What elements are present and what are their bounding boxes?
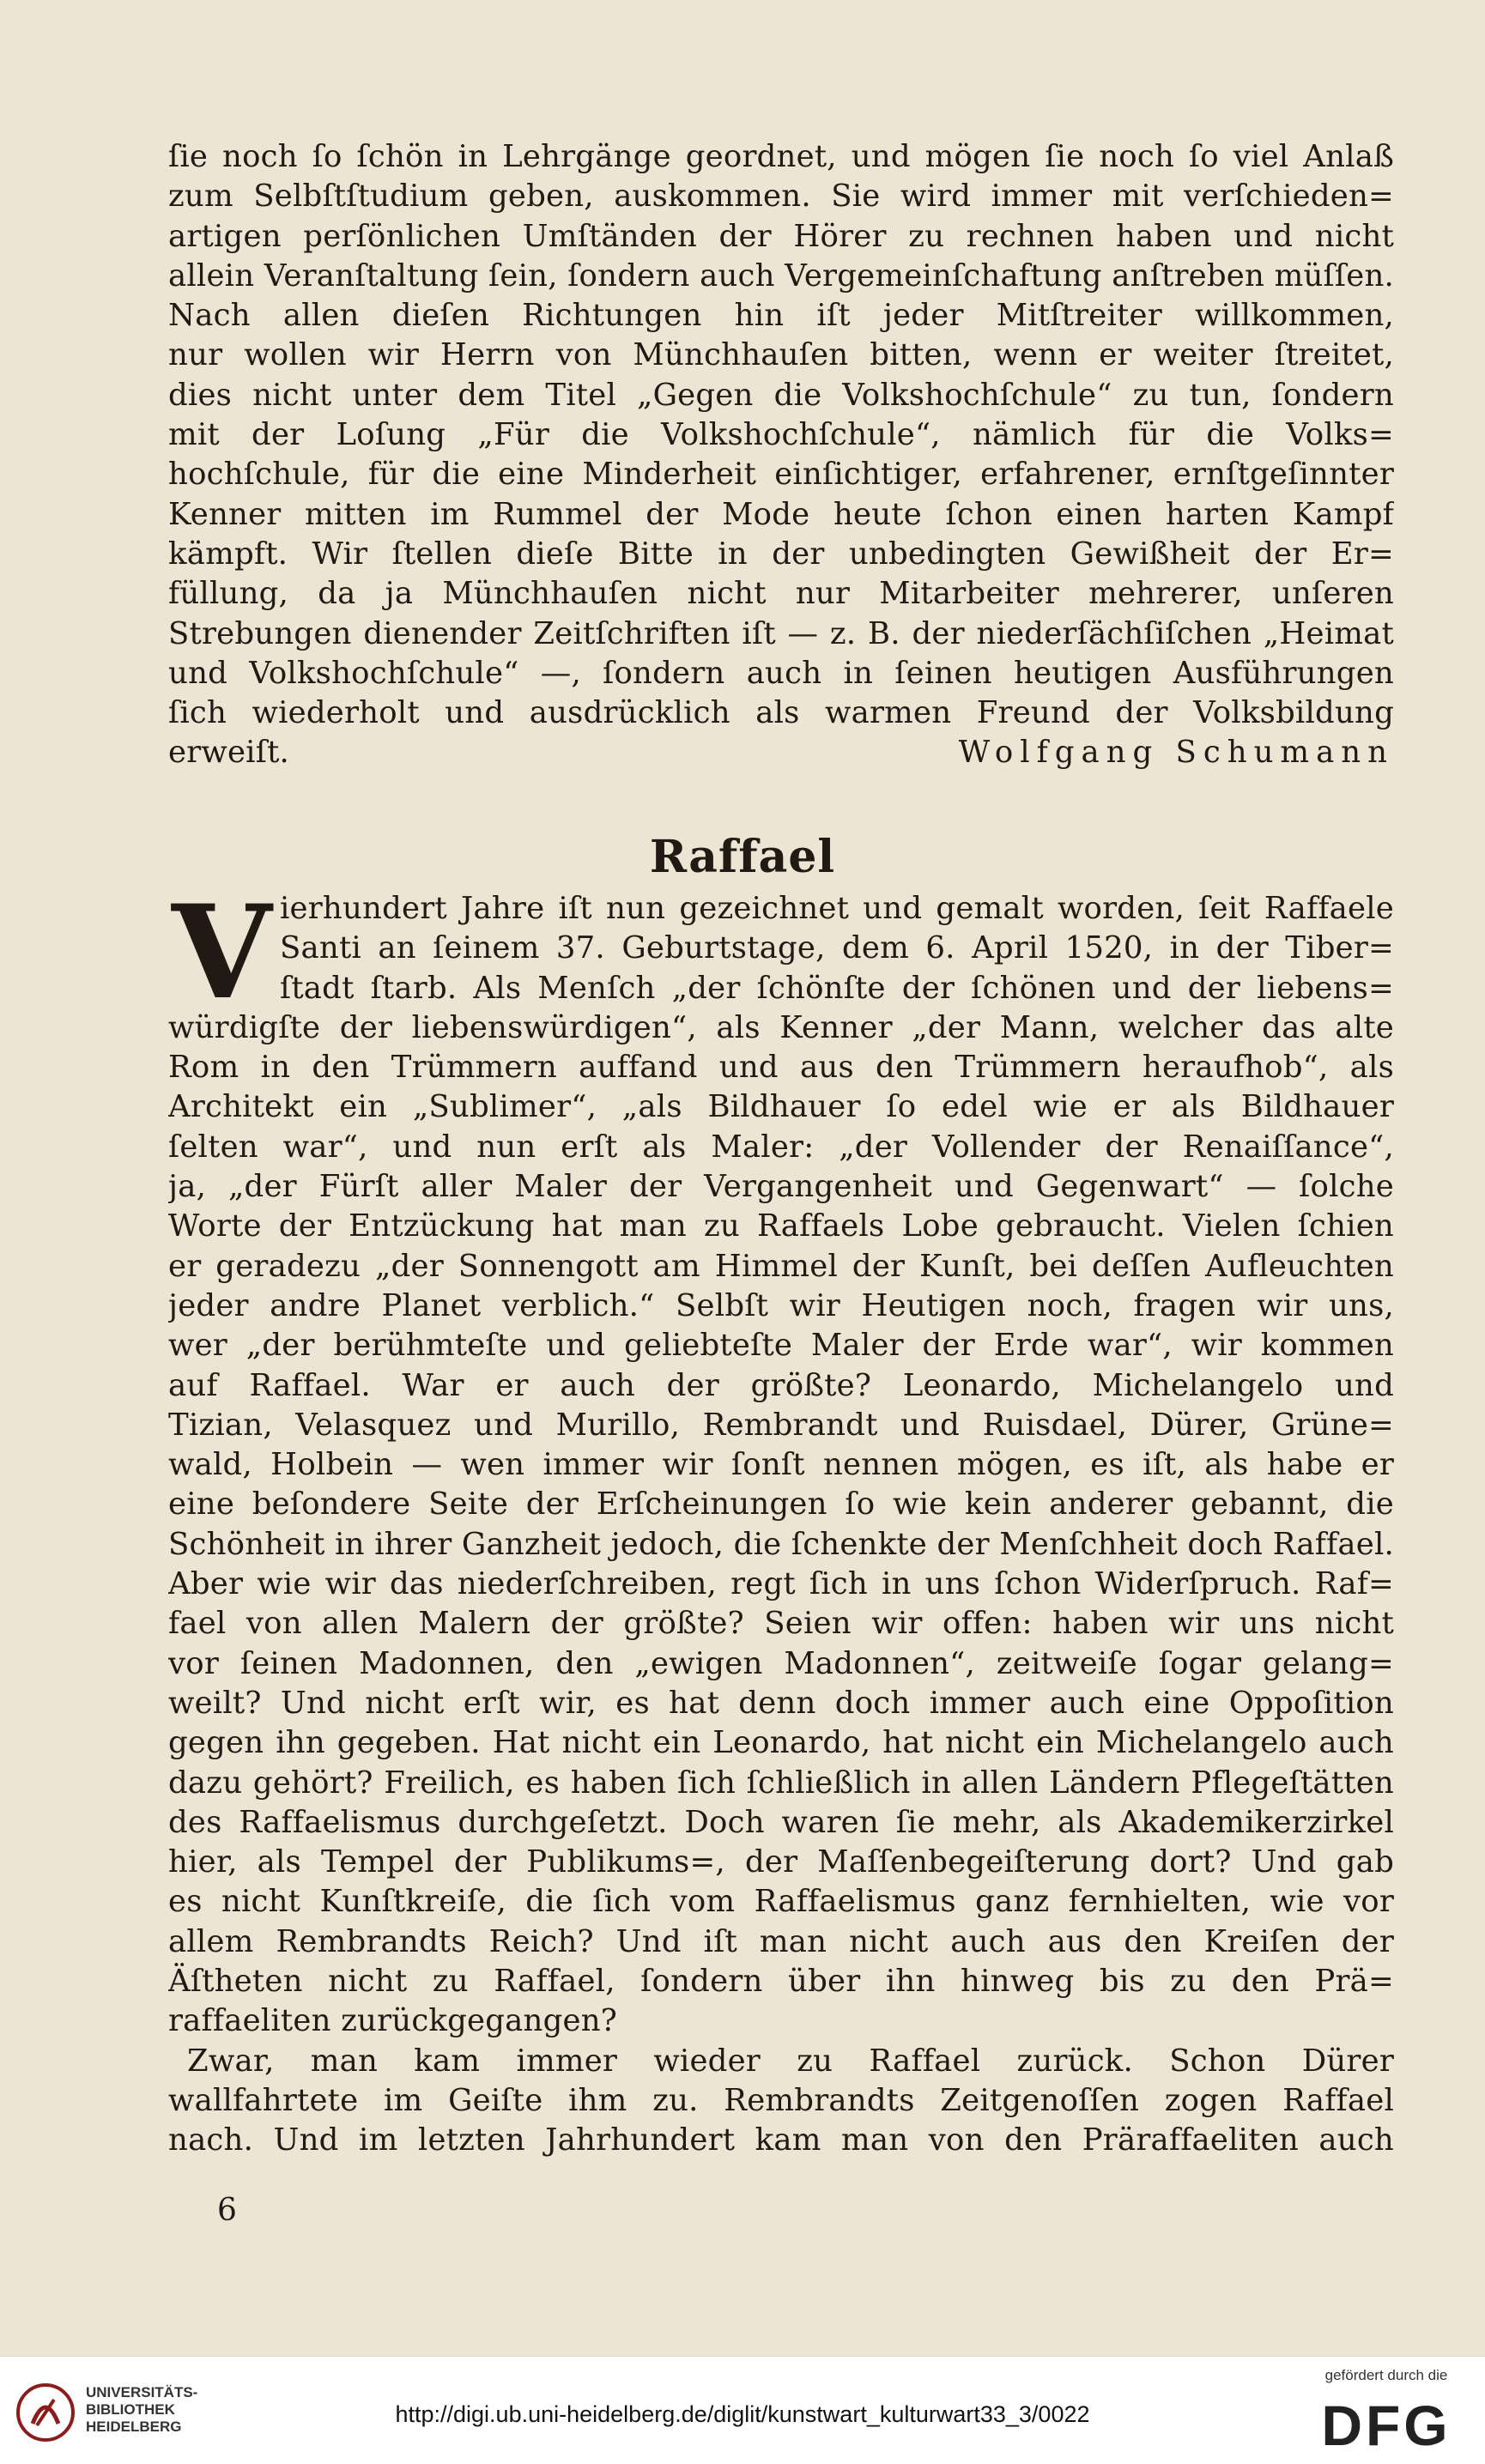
text-line: auf Raffael. War er auch der größte? Leonardo, Michelangelo und <box>168 1367 1394 1403</box>
text-line: hochſchule, für die eine Minderheit einſichtiger, erfahrener, ernſtgeſinnter <box>168 457 1394 493</box>
text-line: allem Rembrandts Reich? Und iſt man nicht auch aus den Kreiſen der <box>168 1923 1394 1959</box>
text-line: dies nicht unter dem Titel „Gegen die Volkshochſchule“ zu tun, ſondern <box>168 377 1394 413</box>
text-line: Schönheit in ihrer Ganzheit jedoch, die ſchenkte der Menſchheit doch Raffael. <box>168 1526 1394 1562</box>
viewer-footer <box>0 2356 1485 2464</box>
text-line: Aber wie wir das niederſchreiben, regt ſich in uns ſchon Widerſpruch. Raf= <box>168 1566 1394 1602</box>
text-line: wald, Holbein — wen immer wir ſonſt nennen mögen, es iſt, als habe er <box>168 1447 1394 1483</box>
text-line: Zwar, man kam immer wieder zu Raffael zurück. Schon Dürer <box>187 2043 1394 2079</box>
article-heading: Raffael <box>649 831 836 883</box>
signature-line <box>168 733 1394 772</box>
text-line: Tizian, Velasquez und Murillo, Rembrandt und Ruisdael, Dürer, Grüne= <box>168 1407 1394 1443</box>
text-line: und Volkshochſchule“ —, ſondern auch in ſeinen heutigen Ausführungen <box>168 655 1394 691</box>
text-line: gegen ihn gegeben. Hat nicht ein Leonardo, hat nicht ein Michelangelo auch <box>168 1725 1394 1761</box>
text-line: Worte der Entzückung hat man zu Raffaels Lobe gebraucht. Vielen ſchien <box>168 1208 1394 1244</box>
text-line: weilt? Und nicht erſt wir, es hat denn doch immer auch eine Oppoſition <box>168 1685 1394 1721</box>
text-line: ſie noch ſo ſchön in Lehrgänge geordnet, und mögen ſie noch ſo viel Anlaß <box>168 139 1394 174</box>
text-line: Nach allen dieſen Richtungen hin iſt jeder Mitſtreiter willkommen, <box>168 298 1394 334</box>
text-line: Architekt ein „Sublimer“, „als Bildhauer ſo edel wie er als Bildhauer <box>168 1089 1394 1125</box>
article-body-text <box>168 877 1394 2161</box>
text-line: ſtadt ſtarb. Als Menſch „der ſchönſte der ſchönen und der liebens= <box>280 970 1394 1006</box>
text-line: es nicht Kunſtkreiſe, die ſich vom Raffaelismus ganz fernhielten, wie vor <box>168 1884 1394 1920</box>
text-line: fael von allen Malern der größte? Seien wir offen: haben wir uns nicht <box>168 1606 1394 1642</box>
text-line: Santi an ſeinem 37. Geburtstage, dem 6. April 1520, in der Tiber= <box>280 930 1394 966</box>
text-line: füllung, da ja Münchhauſen nicht nur Mitarbeiter mehrerer, unſeren <box>168 576 1394 612</box>
text-line: jeder andre Planet verblich.“ Selbſt wir Heutigen noch, fragen wir uns, <box>168 1287 1394 1323</box>
article-ending-text <box>168 137 1394 773</box>
library-name-line: UNIVERSITÄTS- <box>86 2384 198 2400</box>
text-line: eine beſondere Seite der Erſcheinungen ſo wie kein anderer gebannt, die <box>168 1486 1394 1523</box>
text-line: wer „der berühmteſte und geliebteſte Maler der Erde war“, wir kommen <box>168 1328 1394 1364</box>
library-name-line: BIBLIOTHEK <box>86 2401 175 2418</box>
drop-cap-initial: V <box>172 877 272 1028</box>
text-line: artigen perſönlichen Umſtänden der Hörer zu rechnen haben und nicht <box>168 218 1394 254</box>
text-line: Strebungen dienender Zeitſchriften iſt — z. B. der niederſächſiſchen „Heimat <box>168 615 1394 651</box>
text-line: wallfahrtete im Geiſte ihm zu. Rembrandts Zeitgenoſſen zogen Raffael <box>168 2082 1394 2118</box>
dfg-logo: DFG <box>1321 2394 1452 2457</box>
text-line: allein Veranſtaltung ſein, ſondern auch Vergemeinſchaftung anſtreben müſſen. <box>168 257 1394 294</box>
library-name-line: HEIDELBERG <box>86 2419 182 2435</box>
page-number: 6 <box>217 2193 237 2228</box>
text-line: ja, „der Fürſt aller Maler der Vergangenheit und Gegenwart“ — ſolche <box>168 1169 1394 1205</box>
text-line: nach. Und im letzten Jahrhundert kam man von den Präraffaeliten auch <box>168 2122 1394 2158</box>
text-line: ſelten war“, und nun erſt als Maler: „der Vollender der Renaiſſance“, <box>168 1129 1394 1165</box>
text-line: mit der Loſung „Für die Volkshochſchule“, nämlich für die Volks= <box>168 417 1394 453</box>
text-line: ſich wiederholt und ausdrücklich als warmen Freund der Volksbildung <box>168 695 1394 731</box>
text-line: vor ſeinen Madonnen, den „ewigen Madonnen“, zeitweiſe ſogar gelang= <box>168 1645 1394 1681</box>
text-line: Äſtheten nicht zu Raffael, ſondern über ihn hinweg bis zu den Prä= <box>168 1964 1394 2000</box>
text-line: nur wollen wir Herrn von Münchhauſen bitten, wenn er weiter ſtreitet, <box>168 337 1394 373</box>
text-line: Rom in den Trümmern auffand und aus den Trümmern heraufhob“, als <box>168 1050 1394 1086</box>
funding-note: gefördert durch die <box>1324 2367 1448 2383</box>
text-line: ierhundert Jahre iſt nun gezeichnet und gemalt worden, ſeit Raffaele <box>280 891 1394 926</box>
author-signature: Wolfgang Schumann <box>958 735 1394 771</box>
text-line: hier, als Tempel der Publikums=, der Maſſenbegeiſterung dort? Und gab <box>168 1844 1394 1880</box>
text-line: des Raffaelismus durchgeſetzt. Doch waren ſie mehr, als Akademikerzirkel <box>168 1804 1394 1840</box>
text-line: er geradezu „der Sonnengott am Himmel der Kunſt, bei deſſen Aufleuchten <box>168 1248 1394 1284</box>
source-url-link[interactable]: http://digi.ub.uni-heidelberg.de/diglit/kunstwart_kulturwart33_3/0022 <box>395 2401 1090 2427</box>
text-line: Kenner mitten im Rummel der Mode heute ſchon einen harten Kampf <box>168 496 1394 532</box>
text-line: zum Selbſtſtudium geben, auskommen. Sie wird immer mit verſchieden= <box>168 179 1394 215</box>
text-line: raffaeliten zurückgegangen? <box>168 2003 618 2039</box>
text-line: erweiſt. <box>168 735 290 771</box>
text-line: würdigſte der liebenswürdigen“, als Kenner „der Mann, welcher das alte <box>168 1009 1394 1045</box>
text-line: dazu gehört? Freilich, es haben ſich ſchließlich in allen Ländern Pflegeſtätten <box>168 1765 1394 1801</box>
text-line: kämpft. Wir ſtellen dieſe Bitte in der unbedingten Gewißheit der Er= <box>168 536 1394 572</box>
